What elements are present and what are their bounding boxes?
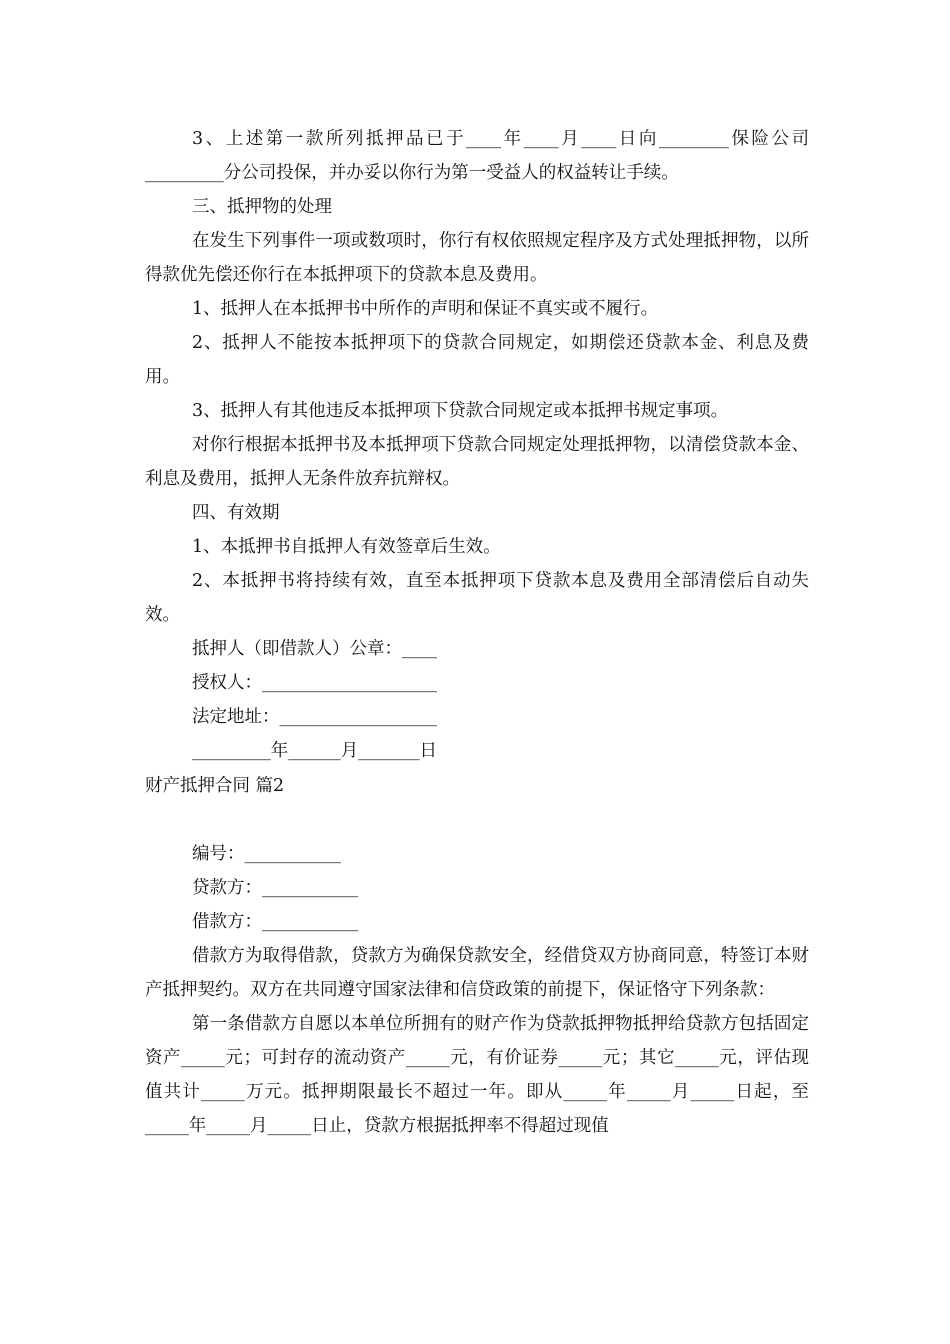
section-2-title: 财产抵押合同 篇2: [145, 776, 285, 796]
signature-seal-line: 抵押人（即借款人）公章：____: [192, 639, 437, 659]
borrower-line: 借款方：___________: [192, 912, 359, 932]
paragraph-waiver: 对你行根据本抵押书及本抵押项下贷款合同规定处理抵押物，以清偿贷款本金、利息及费用，抵押人无条件放弃抗辩权。: [145, 435, 809, 489]
paragraph-preamble: 借款方为取得借款，贷款方为确保贷款安全，经借贷双方协商同意，特签订本财产抵押契约。双方在共同遵守国家法律和信贷政策的前提下，保证恪守下列条款：: [145, 946, 809, 1000]
clause-disposal-3: 3、抵押人有其他违反本抵押项下贷款合同规定或本抵押书规定事项。: [192, 401, 729, 421]
section-heading-disposal: 三、抵押物的处理: [192, 197, 332, 217]
lender-line: 贷款方：___________: [192, 878, 359, 898]
clause-insurance: 3、上述第一款所列抵押品已于____年____月____日向________保险公司_________分公司投保，并办妥以你行为第一受益人的权益转让手续。: [145, 129, 809, 183]
signature-date-line: _________年______月_______日: [192, 741, 437, 761]
document-body: [145, 122, 809, 1143]
clause-validity-1: 1、本抵押书自抵押人有效签章后生效。: [192, 537, 501, 557]
signature-authorizer-line: 授权人：____________________: [192, 673, 437, 693]
signature-address-line: 法定地址：__________________: [192, 707, 437, 727]
clause-disposal-1: 1、抵押人在本抵押书中所作的声明和保证不真实或不履行。: [192, 299, 659, 319]
paragraph-disposal-conditions: 在发生下列事件一项或数项时，你行有权依照规定程序及方式处理抵押物，以所得款优先偿还你行在本抵押项下的贷款本息及费用。: [145, 231, 809, 285]
blank-spacer: [145, 803, 809, 837]
clause-validity-2: 2、本抵押书将持续有效，直至本抵押项下贷款本息及费用全部清偿后自动失效。: [145, 571, 809, 625]
article-1: 第一条借款方自愿以本单位所拥有的财产作为贷款抵押物抵押给贷款方包括固定资产_____元；可封存的流动资产_____元，有价证券_____元；其它_____元，评估现值共计_____万元。抵押期限最长不超过一年。即从_____年_____月_____日起，至_____年_____月_____日止，贷款方根据抵押率不得超过现值: [145, 1014, 809, 1136]
clause-disposal-2: 2、抵押人不能按本抵押项下的贷款合同规定，如期偿还贷款本金、利息及费用。: [145, 333, 809, 387]
contract-number-line: 编号：___________: [192, 844, 341, 864]
section-heading-validity: 四、有效期: [192, 503, 280, 523]
